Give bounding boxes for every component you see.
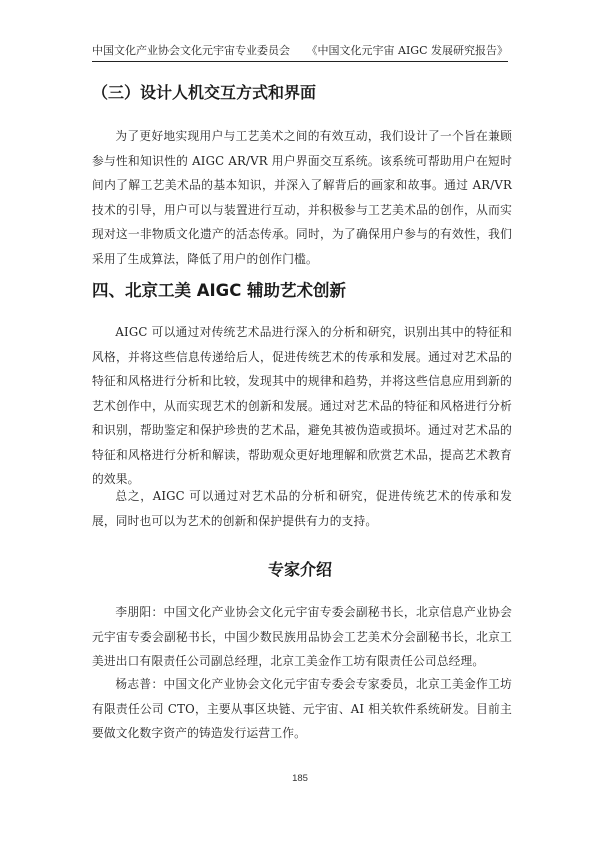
expert-bio-yang: 杨志普：中国文化产业协会文化元宇宙专委会专家委员，北京工美金作工坊有限责任公司 CTO，主要从事区块链、元宇宙、AI 相关软件系统研发。目前主要做文化数字资产的铸造发行运营工作。 bbox=[92, 677, 512, 740]
header-organization: 中国文化产业协会文化元宇宙专业委员会 bbox=[92, 44, 290, 57]
header-report-title: 《中国文化元宇宙 AIGC 发展研究报告》 bbox=[306, 44, 508, 57]
expert-bio-li: 李朋阳：中国文化产业协会文化元宇宙专委会副秘书长，北京信息产业协会元宇宙专委会副秘书长，中国少数民族用品协会工艺美术分会副秘书长，北京工美进出口有限责任公司副总经理，北京工美金作工坊有限责任公司总经理。 bbox=[92, 605, 512, 668]
section-heading-aigc-art-innovation: 四、北京工美 AIGC 辅助艺术创新 bbox=[92, 281, 347, 300]
page-number: 185 bbox=[292, 773, 308, 784]
section-heading-experts: 专家介绍 bbox=[267, 560, 332, 579]
header-divider bbox=[92, 61, 508, 62]
section-paragraph-aigc-summary: 总之，AIGC 可以通过对艺术品的分析和研究，促进传统艺术的传承和发展，同时也可以为艺术的创新和保护提供有力的支持。 bbox=[92, 489, 512, 528]
section-paragraph-interaction-design: 为了更好地实现用户与工艺美术之间的有效互动，我们设计了一个旨在兼顾参与性和知识性的 AIGC AR/VR 用户界面交互系统。该系统可帮助用户在短时间内了解工艺美术品的基本知识，并深入了解背后的画家和故事。通过 AR/VR 技术的引导，用户可以与装置进行互动，并积极参与工艺美术品的创作，从而实现对这一非物质文化遗产的活态传承。同时，为了确保用户参与的有效性，我们采用了生成算法，降低了用户的创作门槛。 bbox=[92, 129, 512, 266]
section-heading-interaction-design: （三）设计人机交互方式和界面 bbox=[92, 83, 317, 102]
running-header bbox=[92, 40, 508, 58]
section-paragraph-aigc-analysis: AIGC 可以通过对传统艺术品进行深入的分析和研究，识别出其中的特征和风格，并将这些信息传递给后人，促进传统艺术的传承和发展。通过对艺术品的特征和风格进行分析和比较，发现其中的规律和趋势，并将这些信息应用到新的艺术创作中，从而实现艺术的创新和发展。通过对艺术品的特征和风格进行分析和识别，帮助鉴定和保护珍贵的艺术品，避免其被伪造或损坏。通过对艺术品的特征和风格进行分析和解读，帮助观众更好地理解和欣赏艺术品，提高艺术教育的效果。 bbox=[92, 325, 512, 486]
